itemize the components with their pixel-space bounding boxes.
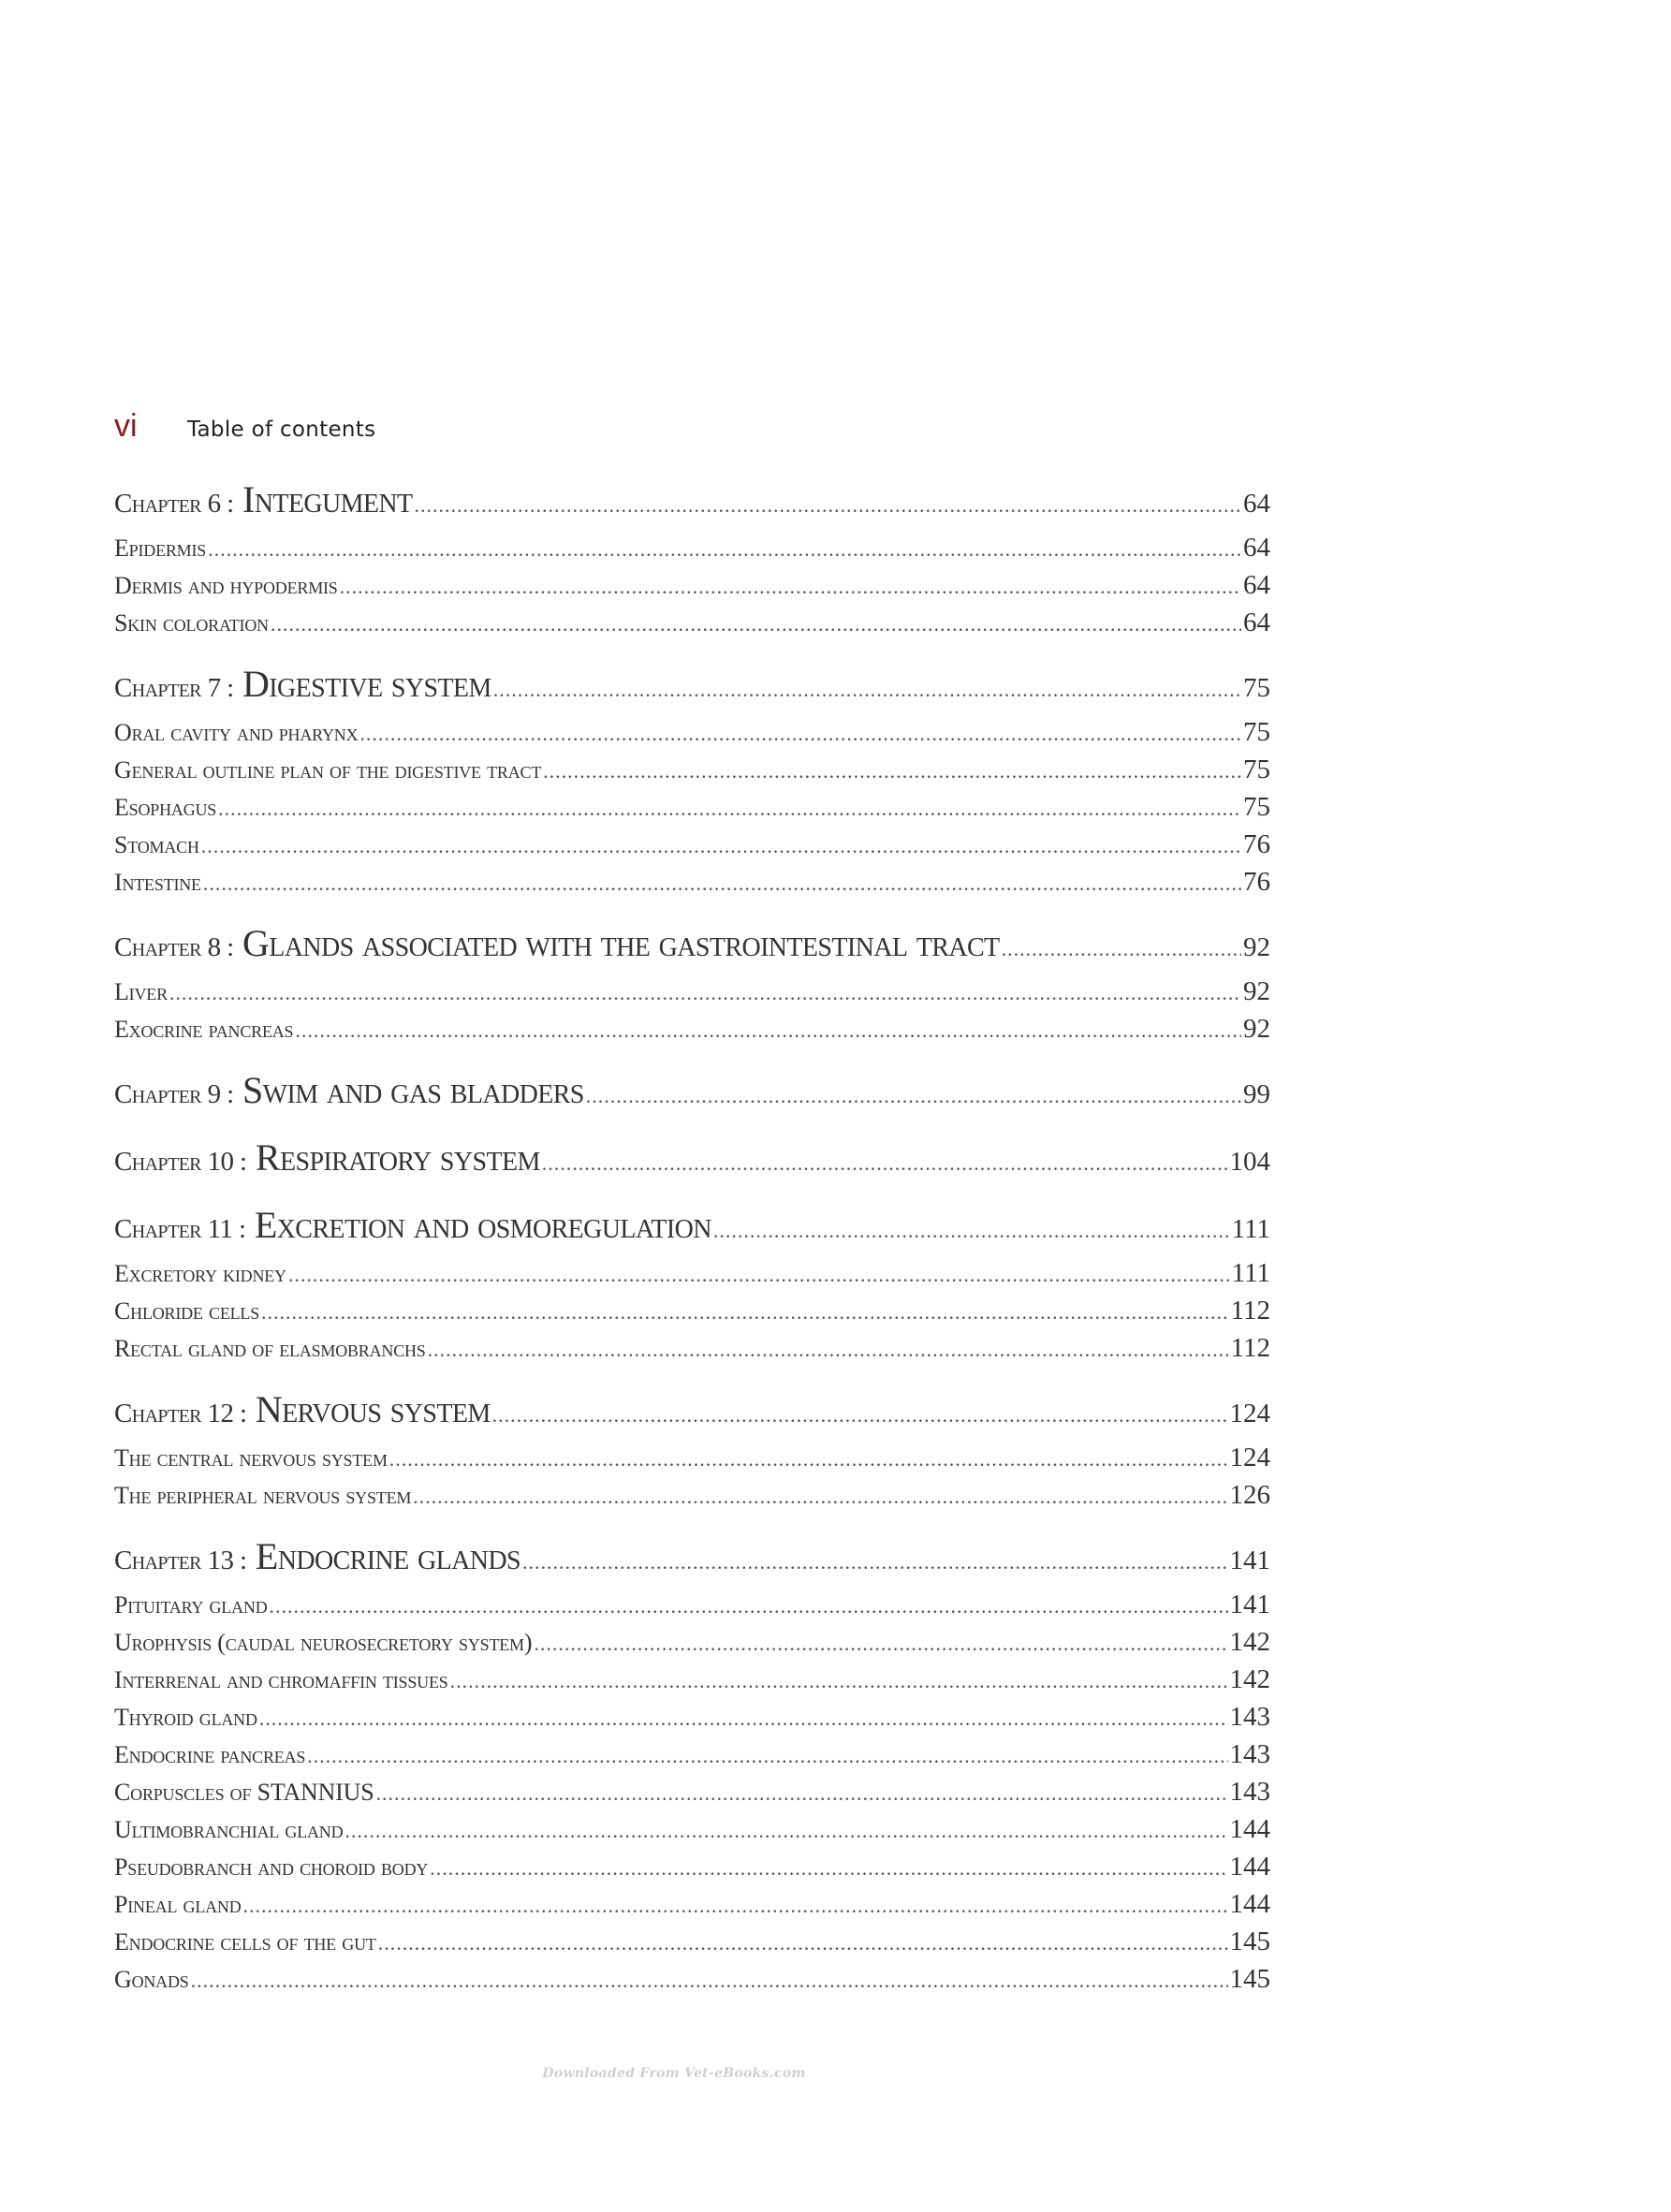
section-title: Intestine bbox=[114, 869, 201, 896]
section-title: Gonads bbox=[114, 1966, 189, 1993]
chapter-title: Respiratory system bbox=[255, 1136, 540, 1179]
toc-chapter-9 bbox=[114, 1068, 1270, 1119]
chapter-label: Chapter 11 : bbox=[114, 1214, 246, 1244]
section-title: Stomach bbox=[114, 831, 199, 858]
section-page: 76 bbox=[1243, 867, 1270, 897]
section-page: 142 bbox=[1229, 1664, 1270, 1694]
section-title: The peripheral nervous system bbox=[114, 1482, 412, 1509]
chapter-label: Chapter 6 : bbox=[114, 489, 234, 519]
toc-section-entry[interactable] bbox=[114, 1964, 1270, 2001]
toc-chapter-13 bbox=[114, 1534, 1270, 2001]
chapter-title: Endocrine glands bbox=[255, 1535, 520, 1577]
chapter-title: Nervous system bbox=[255, 1388, 491, 1430]
section-title: Oral cavity and pharynx bbox=[114, 719, 359, 746]
section-page: 75 bbox=[1243, 754, 1270, 784]
dot-leader bbox=[586, 1084, 1241, 1108]
section-title: Liver bbox=[114, 978, 168, 1005]
toc-section-entry[interactable] bbox=[114, 1664, 1270, 1702]
toc-section-entry[interactable] bbox=[114, 1814, 1270, 1852]
chapter-page: 99 bbox=[1243, 1079, 1270, 1109]
toc-section-entry[interactable] bbox=[114, 1296, 1270, 1333]
toc-chapter-entry[interactable] bbox=[114, 1068, 1270, 1119]
section-title: The central nervous system bbox=[114, 1444, 388, 1472]
dot-leader bbox=[428, 1338, 1229, 1362]
dot-leader bbox=[169, 981, 1241, 1005]
dot-leader bbox=[340, 575, 1241, 599]
section-page: 145 bbox=[1229, 1926, 1270, 1956]
section-page: 112 bbox=[1230, 1296, 1270, 1326]
dot-leader bbox=[307, 1744, 1227, 1768]
dot-leader bbox=[218, 797, 1241, 821]
section-title: Dermis and hypodermis bbox=[114, 572, 338, 599]
section-page: 92 bbox=[1243, 1014, 1270, 1044]
dot-leader bbox=[413, 1485, 1227, 1509]
section-page: 64 bbox=[1243, 533, 1270, 563]
toc-section-entry[interactable] bbox=[114, 867, 1270, 904]
watermark: Downloaded From Vet-eBooks.com bbox=[542, 2066, 806, 2081]
dot-leader bbox=[713, 1219, 1230, 1243]
toc-chapter-entry[interactable] bbox=[114, 662, 1270, 717]
section-title: Urophysis (caudal neurosecretory system) bbox=[114, 1629, 533, 1656]
chapter-label: Chapter 10 : bbox=[114, 1147, 247, 1177]
section-title: Chloride cells bbox=[114, 1297, 260, 1325]
section-page: 142 bbox=[1229, 1627, 1270, 1657]
section-title: Rectal gland of elasmobranchs bbox=[114, 1335, 426, 1362]
dot-leader bbox=[288, 1263, 1230, 1287]
section-title: Ultimobranchial gland bbox=[114, 1816, 344, 1843]
section-page: 64 bbox=[1243, 570, 1270, 600]
section-title: Excretory kidney bbox=[114, 1260, 286, 1287]
chapter-title: Digestive system bbox=[242, 663, 491, 705]
toc-section-entry[interactable] bbox=[114, 1258, 1270, 1296]
section-page: 145 bbox=[1229, 1964, 1270, 1994]
toc-section-entry[interactable] bbox=[114, 1926, 1270, 1964]
toc-chapter-entry[interactable] bbox=[114, 1135, 1270, 1186]
section-page: 76 bbox=[1243, 829, 1270, 859]
toc-section-entry[interactable] bbox=[114, 792, 1270, 829]
section-title: Skin coloration bbox=[114, 609, 269, 637]
section-page: 75 bbox=[1243, 792, 1270, 822]
toc-section-entry[interactable] bbox=[114, 754, 1270, 792]
section-page: 144 bbox=[1229, 1889, 1270, 1919]
toc-section-entry[interactable] bbox=[114, 717, 1270, 754]
toc-chapter-entry[interactable] bbox=[114, 1387, 1270, 1443]
chapter-page: 64 bbox=[1243, 489, 1270, 519]
dot-leader bbox=[542, 1151, 1228, 1176]
dot-leader bbox=[543, 759, 1241, 784]
dot-leader bbox=[295, 1018, 1241, 1043]
dot-leader bbox=[389, 1447, 1228, 1472]
chapter-page: 124 bbox=[1229, 1399, 1270, 1428]
chapter-title: Integument bbox=[242, 478, 413, 520]
dot-leader bbox=[359, 722, 1241, 746]
dot-leader bbox=[191, 1969, 1228, 1993]
section-page: 75 bbox=[1243, 717, 1270, 747]
chapter-page: 104 bbox=[1229, 1147, 1270, 1177]
dot-leader bbox=[270, 1594, 1228, 1619]
toc-section-entry[interactable] bbox=[114, 533, 1270, 570]
dot-leader bbox=[493, 678, 1241, 702]
chapter-label: Chapter 8 : bbox=[114, 932, 234, 962]
dot-leader bbox=[1002, 937, 1241, 961]
toc-section-entry[interactable] bbox=[114, 1333, 1270, 1370]
section-page: 124 bbox=[1229, 1443, 1270, 1472]
chapter-page: 141 bbox=[1229, 1545, 1270, 1575]
toc-chapter-entry[interactable] bbox=[114, 921, 1270, 976]
dot-leader bbox=[344, 1819, 1227, 1843]
chapter-label: Chapter 9 : bbox=[114, 1079, 234, 1109]
toc-section-entry[interactable] bbox=[114, 1702, 1270, 1739]
section-title: Exocrine pancreas bbox=[114, 1016, 294, 1043]
section-page: 112 bbox=[1230, 1333, 1270, 1363]
toc-section-entry[interactable] bbox=[114, 976, 1270, 1014]
running-title: Table of contents bbox=[187, 417, 376, 442]
toc-section-entry[interactable] bbox=[114, 1480, 1270, 1517]
dot-leader bbox=[201, 834, 1241, 858]
section-page: 92 bbox=[1243, 976, 1270, 1006]
dot-leader bbox=[243, 1894, 1228, 1918]
toc-chapter-entry[interactable] bbox=[114, 1534, 1270, 1589]
toc-section-entry[interactable] bbox=[114, 608, 1270, 645]
running-header bbox=[114, 408, 375, 455]
chapter-page: 92 bbox=[1243, 932, 1270, 962]
section-title: Pineal gland bbox=[114, 1891, 242, 1918]
toc-chapter-6 bbox=[114, 477, 1270, 645]
section-page: 111 bbox=[1231, 1258, 1270, 1288]
dot-leader bbox=[271, 612, 1241, 637]
section-page: 143 bbox=[1229, 1739, 1270, 1769]
section-title: General outline plan of the digestive tract bbox=[114, 756, 542, 784]
section-title: Interrenal and chromaffin tissues bbox=[114, 1666, 448, 1693]
section-page: 141 bbox=[1229, 1589, 1270, 1619]
toc-chapter-7 bbox=[114, 662, 1270, 904]
toc-section-entry[interactable] bbox=[114, 1627, 1270, 1664]
section-page: 126 bbox=[1229, 1480, 1270, 1510]
dot-leader bbox=[430, 1856, 1227, 1881]
section-title: Pseudobranch and choroid body bbox=[114, 1853, 429, 1881]
section-title: Endocrine cells of the gut bbox=[114, 1928, 376, 1956]
dot-leader bbox=[259, 1707, 1228, 1731]
chapter-title: Swim and gas bladders bbox=[242, 1069, 584, 1111]
section-page: 143 bbox=[1229, 1777, 1270, 1807]
toc-section-entry[interactable] bbox=[114, 1589, 1270, 1627]
toc-section-entry[interactable] bbox=[114, 1889, 1270, 1926]
toc-section-entry[interactable] bbox=[114, 1777, 1270, 1814]
dot-leader bbox=[522, 1550, 1228, 1575]
chapter-label: Chapter 12 : bbox=[114, 1399, 247, 1428]
toc-section-entry[interactable] bbox=[114, 1739, 1270, 1777]
section-title: Corpuscles of STANNIUS bbox=[114, 1779, 374, 1806]
dot-leader bbox=[492, 1403, 1228, 1428]
dot-leader bbox=[375, 1781, 1227, 1806]
toc-section-entry[interactable] bbox=[114, 1852, 1270, 1889]
toc-section-entry[interactable] bbox=[114, 570, 1270, 608]
chapter-label: Chapter 7 : bbox=[114, 673, 234, 703]
toc-chapter-12 bbox=[114, 1387, 1270, 1517]
section-title: Thyroid gland bbox=[114, 1704, 257, 1731]
dot-leader bbox=[261, 1300, 1229, 1325]
chapter-label: Chapter 13 : bbox=[114, 1545, 247, 1575]
toc-chapter-11 bbox=[114, 1203, 1270, 1370]
page-number: vi bbox=[114, 408, 138, 444]
dot-leader bbox=[203, 872, 1241, 896]
dot-leader bbox=[450, 1669, 1228, 1693]
toc-chapter-10 bbox=[114, 1135, 1270, 1186]
chapter-page: 111 bbox=[1231, 1214, 1270, 1244]
section-title: Epidermis bbox=[114, 535, 207, 562]
toc-section-entry[interactable] bbox=[114, 829, 1270, 867]
toc-chapter-entry[interactable] bbox=[114, 477, 1270, 533]
toc-chapter-entry[interactable] bbox=[114, 1203, 1270, 1258]
section-page: 143 bbox=[1229, 1702, 1270, 1732]
section-page: 144 bbox=[1229, 1814, 1270, 1844]
dot-leader bbox=[415, 493, 1241, 518]
section-page: 64 bbox=[1243, 608, 1270, 637]
table-of-contents bbox=[114, 477, 1270, 2001]
chapter-title: Glands associated with the gastrointestinal tract bbox=[242, 922, 1000, 964]
toc-section-entry[interactable] bbox=[114, 1014, 1270, 1051]
dot-leader bbox=[208, 537, 1241, 562]
toc-section-entry[interactable] bbox=[114, 1443, 1270, 1480]
section-title: Endocrine pancreas bbox=[114, 1741, 306, 1768]
chapter-title: Excretion and osmoregulation bbox=[254, 1204, 711, 1246]
dot-leader bbox=[378, 1931, 1228, 1956]
section-page: 144 bbox=[1229, 1852, 1270, 1882]
toc-chapter-8 bbox=[114, 921, 1270, 1051]
dot-leader bbox=[534, 1632, 1227, 1656]
section-title: Pituitary gland bbox=[114, 1591, 268, 1619]
section-title: Esophagus bbox=[114, 794, 217, 821]
chapter-page: 75 bbox=[1243, 673, 1270, 703]
